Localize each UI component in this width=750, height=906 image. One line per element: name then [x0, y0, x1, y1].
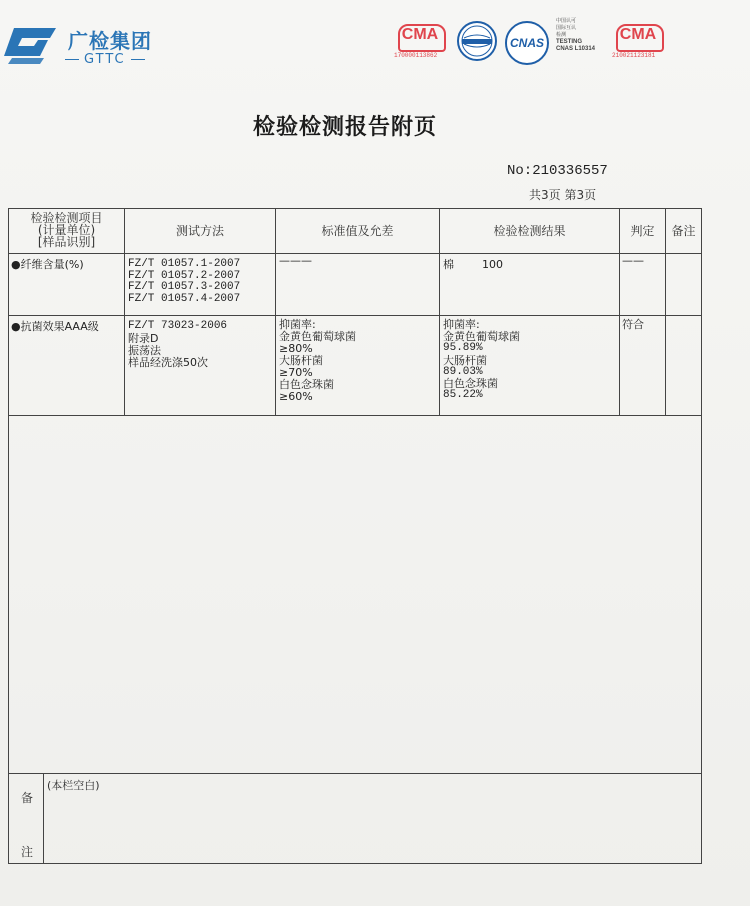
header-result: 检验检测结果 — [493, 224, 566, 238]
row1-method: FZ/T 01057.1-2007 FZ/T 01057.2-2007 FZ/T 01057.3-2007 FZ/T 01057.4-2007 — [128, 258, 241, 305]
ilac-mra-icon — [456, 20, 498, 62]
header-item: 检验检测项目 (计量单位) [样品识别] — [30, 211, 103, 249]
row1-judgement: —— — [622, 254, 644, 267]
row1-item: ●纤维含量(%) — [11, 258, 84, 271]
row2-result: 抑菌率: 金黄色葡萄球菌 95.89% 大肠杆菌 89.03% 白色念珠菌 85.22% — [443, 318, 520, 401]
svg-text:CNAS: CNAS — [509, 36, 545, 50]
header-judgement: 判定 — [630, 224, 655, 238]
notes-label-bottom: 注 — [21, 845, 34, 859]
gttc-logo-icon — [4, 24, 58, 64]
row2-standard: 抑菌率: 金黄色葡萄球菌 ≥80% 大肠杆菌 ≥70% 白色念珠菌 ≥60% — [279, 318, 356, 403]
notes-label-top: 备 — [21, 791, 34, 805]
header-remark: 备注 — [671, 224, 696, 238]
row1-result: 棉 100 — [443, 258, 503, 271]
cma-mark-left: CMA 170000113862 — [394, 20, 446, 64]
row2-item: ●抗菌效果AAA级 — [11, 320, 99, 333]
cma-mark-right: CMA 210021123181 — [612, 20, 664, 64]
header-method: 测试方法 — [175, 224, 224, 238]
cma-number-left: 170000113862 — [394, 52, 438, 59]
report-title: 检验检测报告附页 — [252, 115, 437, 140]
company-name-cn: 广检集团 — [68, 29, 152, 53]
page-indicator: 共3页 第3页 — [529, 188, 597, 202]
header-standard: 标准值及允差 — [321, 224, 394, 238]
company-name-en: GTTC — [60, 52, 150, 67]
row1-standard: ——— — [279, 254, 312, 267]
row2-judgement: 符合 — [622, 318, 644, 331]
notes-content: (本栏空白) — [47, 779, 100, 792]
cnas-testing-text: 中国认可 国际互认 检测 TESTING CNAS L10314 — [556, 18, 596, 52]
row2-method: FZ/T 73023-2006 附录D 振荡法 样品经洗涤50次 — [128, 320, 228, 369]
report-number: No:210336557 — [507, 163, 608, 179]
gttc-logo — [4, 22, 174, 72]
inspection-table — [8, 208, 702, 864]
cma-number-right: 210021123181 — [612, 52, 656, 59]
certification-marks — [394, 16, 674, 64]
cnas-icon — [504, 20, 550, 66]
